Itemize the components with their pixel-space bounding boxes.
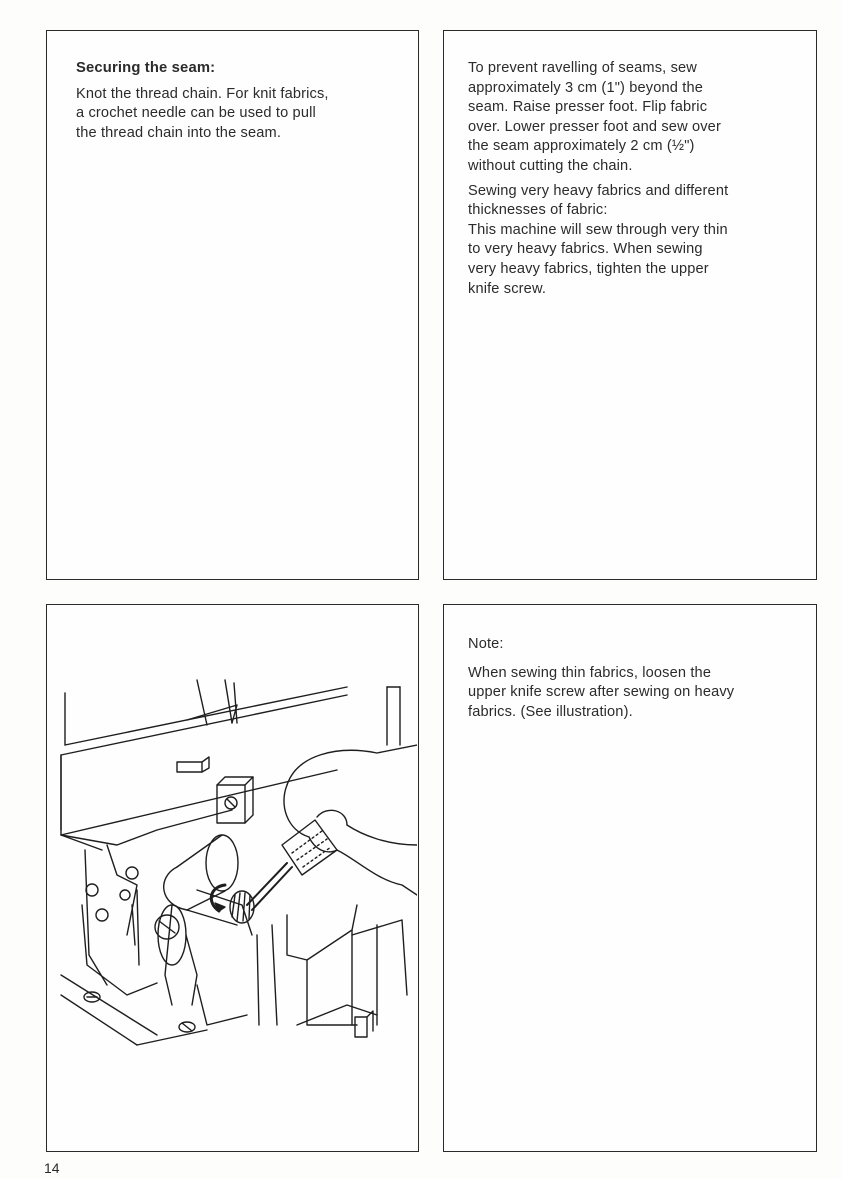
paragraph xyxy=(76,85,396,144)
text-line: the thread chain into the seam. xyxy=(76,124,282,141)
panel-securing-seam xyxy=(46,30,419,580)
panel-note xyxy=(443,604,817,1152)
text-line: seam. Raise presser foot. Flip fabric xyxy=(468,99,708,116)
text-line: approximately 3 cm (1") beyond the xyxy=(468,79,703,96)
knife-screw-illustration xyxy=(47,605,417,1150)
text-line: very heavy fabrics, tighten the upper xyxy=(468,260,709,277)
ravelling-text xyxy=(468,59,798,304)
page-number: 14 xyxy=(44,1160,60,1176)
securing-seam-text xyxy=(76,59,396,148)
section-heading: Securing the seam: xyxy=(76,60,216,76)
text-line: Knot the thread chain. For knit fabrics, xyxy=(76,85,329,102)
text-line: upper knife screw after sewing on heavy xyxy=(468,684,735,701)
text-line: Sewing very heavy fabrics and different xyxy=(468,182,729,199)
text-line: When sewing thin fabrics, loosen the xyxy=(468,664,712,681)
paragraph xyxy=(468,664,798,723)
text-line: fabrics. (See illustration). xyxy=(468,703,633,720)
note-label: Note: xyxy=(468,636,504,652)
text-line: This machine will sew through very thin xyxy=(468,221,728,238)
text-line: without cutting the chain. xyxy=(468,157,633,174)
note-text xyxy=(468,635,798,727)
text-line: over. Lower presser foot and sew over xyxy=(468,118,721,135)
text-line: a crochet needle can be used to pull xyxy=(76,105,316,122)
text-line: to very heavy fabrics. When sewing xyxy=(468,241,703,258)
text-line: thicknesses of fabric: xyxy=(468,202,608,219)
text-line: knife screw. xyxy=(468,280,547,297)
panel-illustration xyxy=(46,604,419,1152)
paragraph xyxy=(468,59,798,177)
panel-ravelling-heavy-fabrics xyxy=(443,30,817,580)
text-line: the seam approximately 2 cm (½") xyxy=(468,138,695,155)
paragraph xyxy=(468,182,798,300)
text-line: To prevent ravelling of seams, sew xyxy=(468,60,697,76)
